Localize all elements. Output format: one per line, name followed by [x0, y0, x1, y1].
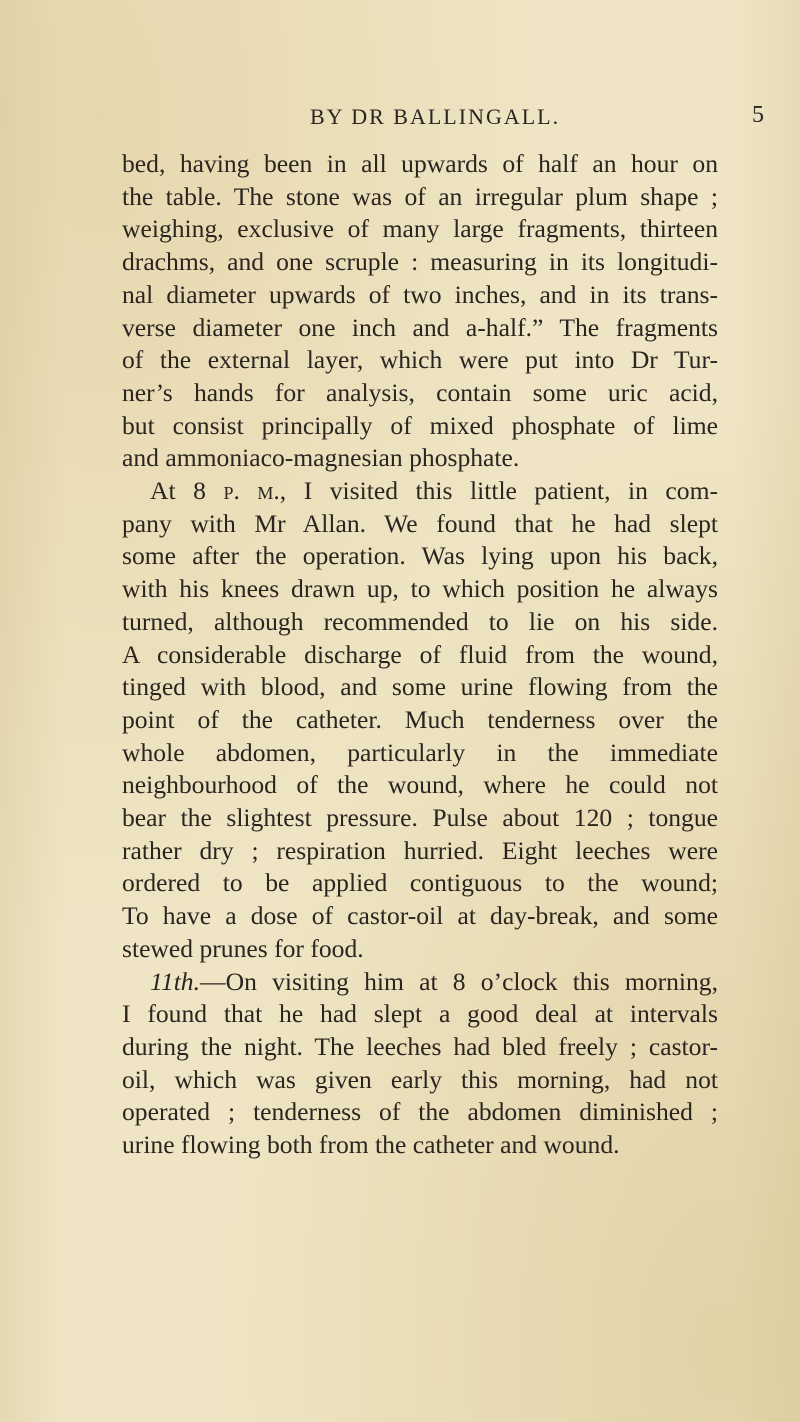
text-run: At 8	[150, 476, 224, 506]
paragraph-first-line	[122, 475, 718, 508]
text-line: ner’s hands for analysis, contain some uric acid,	[122, 377, 718, 407]
text-line: neighbourhood of the wound, where he could not	[122, 770, 718, 800]
text-line: urine flowing both from the catheter and wound.	[122, 1130, 620, 1160]
text-line: drachms, and one scruple : measuring in its longitudi-	[122, 247, 718, 277]
text-line: some after the operation. Was lying upon his back,	[122, 541, 718, 571]
text-line: tinged with blood, and some urine flowing from the	[122, 672, 718, 702]
text-line: verse diameter one inch and a-half.” The fragments	[122, 312, 718, 342]
text-line: A considerable discharge of fluid from the wound,	[122, 639, 718, 669]
running-title: BY DR BALLINGALL.	[310, 104, 561, 129]
text-line: bear the slightest pressure. Pulse about 120 ; tongue	[122, 803, 718, 833]
text-line: during the night. The leeches had bled freely ; castor-	[122, 1031, 718, 1061]
time-marker: p. m.	[223, 476, 280, 506]
text-line: nal diameter upwards of two inches, and in its trans-	[122, 279, 718, 309]
text-line: pany with Mr Allan. We found that he had slept	[122, 508, 718, 538]
text-line: I found that he had slept a good deal at intervals	[122, 999, 718, 1029]
paragraph-first-line	[122, 966, 718, 999]
text-line: the table. The stone was of an irregular plum shape ;	[122, 181, 718, 211]
text-run: —On visiting him at 8 o’clock this morning,	[200, 966, 718, 996]
text-line: with his knees drawn up, to which position he always	[122, 574, 718, 604]
text-line: ordered to be applied contiguous to the wound;	[122, 868, 718, 898]
text-line: whole abdomen, particularly in the immediate	[122, 737, 718, 767]
text-line: operated ; tenderness of the abdomen diminished ;	[122, 1097, 718, 1127]
text-line: turned, although recommended to lie on his side.	[122, 606, 718, 636]
text-line: oil, which was given early this morning, had not	[122, 1064, 718, 1094]
text-line: of the external layer, which were put into Dr Tur-	[122, 345, 718, 375]
running-head	[0, 104, 800, 140]
text-line: bed, having been in all upwards of half an hour on	[122, 149, 718, 178]
text-line: point of the catheter. Much tenderness over the	[122, 704, 718, 734]
text-line: but consist principally of mixed phosphate of lime	[122, 410, 718, 440]
date-marker: 11th.	[150, 966, 200, 996]
text-line: and ammoniaco-magnesian phosphate.	[122, 443, 520, 473]
text-line: weighing, exclusive of many large fragments, thirteen	[122, 214, 718, 244]
text-line: To have a dose of castor-oil at day-break, and some	[122, 901, 718, 931]
text-line: stewed prunes for food.	[122, 933, 364, 963]
text-line: rather dry ; respiration hurried. Eight leeches were	[122, 835, 718, 865]
page-number: 5	[752, 102, 764, 128]
text-run: , I visited this little patient, in com-	[279, 476, 719, 506]
body-text	[122, 148, 718, 1162]
